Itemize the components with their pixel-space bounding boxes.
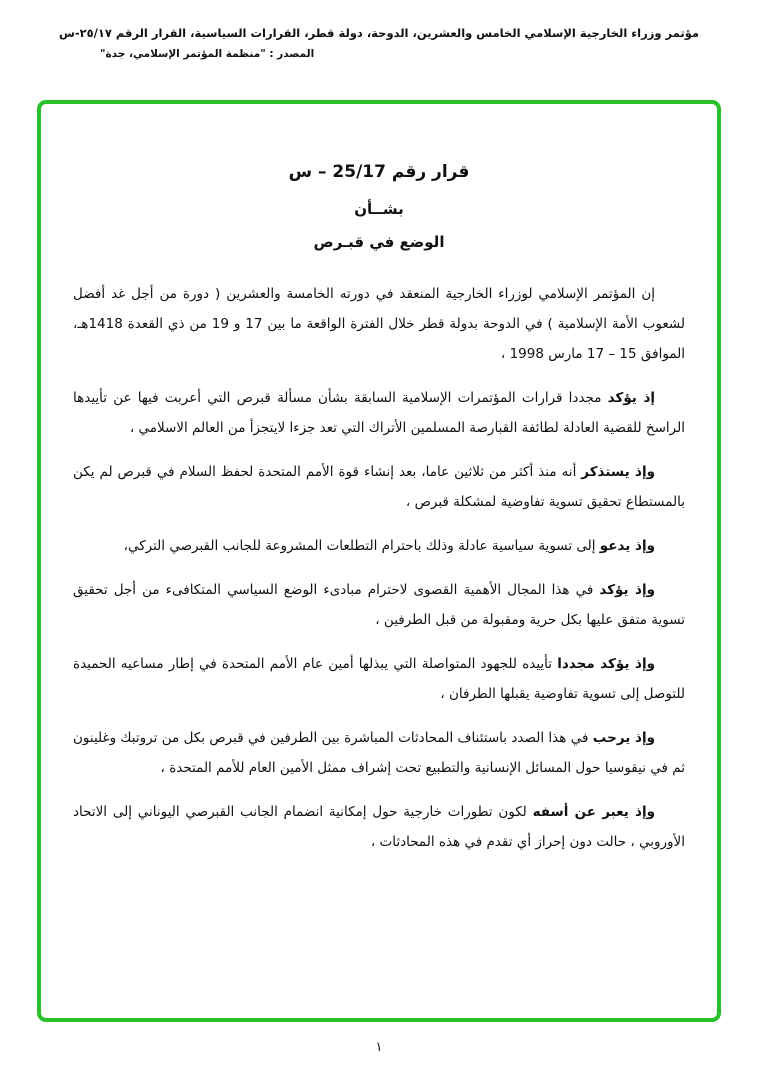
resolution-number-title: قرار رقم 25/17 – س [288, 162, 470, 182]
paragraph-clause [73, 383, 685, 443]
paragraph-text: في هذا المجال الأهمية القصوى لاحترام مبادىء الوضع السياسي المتكافىء من أجل تحقيق تسوية متفق عليها بكل حرية ومقبولة من قبل الطرفين ، [73, 582, 685, 628]
document-frame [37, 100, 721, 1022]
paragraph-text: إلى تسوية سياسية عادلة وذلك باحترام التطلعات المشروعة للجانب القبرصي التركي، [123, 538, 600, 554]
paragraph-lead: وإذ يعبر عن أسفه [532, 804, 655, 820]
paragraph-text: لكون تطورات خارجية حول إمكانية انضمام الجانب القبرصي اليوناني إلى الاتحاد الأوروبي ، حالت دون إحراز أي تقدم في هذه المحادثات ، [73, 804, 685, 850]
paragraph-text: مجددا قرارات المؤتمرات الإسلامية السابقة بشأن مسألة قبرص التي أعربت فيها عن تأييدها الراسخ للقضية العادلة لطائفة القبارصة المسلمين الأتراك التي تعد جزءا لايتجزأ من العالم الاسلامي ، [73, 390, 685, 436]
page-number: ١ [375, 1040, 383, 1055]
paragraph-clause [73, 457, 685, 517]
paragraph-text: أنه منذ أكثر من ثلاثين عاما، بعد إنشاء قوة الأمم المتحدة لحفظ السلام في قبرص لم يكن بالمستطاع تحقيق تسوية تفاوضية لمشكلة قبرص ، [73, 464, 685, 510]
paragraph-lead: وإذ يرحب [592, 730, 655, 746]
paragraph-clause [73, 575, 685, 635]
title-block [73, 162, 685, 251]
paragraph-text: تأييده للجهود المتواصلة التي يبذلها أمين عام الأمم المتحدة في إطار مساعيه الحميدة للتوصل إلى تسوية تفاوضية يقبلها الطرفان ، [73, 656, 685, 702]
paragraph-clause [73, 649, 685, 709]
paragraph-clause [73, 723, 685, 783]
paragraph-lead: وإذ يدعو [599, 538, 655, 554]
document-body [73, 279, 685, 857]
header-reference-line: مؤتمر وزراء الخارجية الإسلامي الخامس والعشرين، الدوحة، دولة قطر، القرارات السياسية، القرار الرقم ٢٥/١٧-س [58, 26, 700, 40]
paragraph-text: إن المؤتمر الإسلامي لوزراء الخارجية المنعقد في دورته الخامسة والعشرين ( دورة من أجل غد أفضل لشعوب الأمة الإسلامية ) في الدوحة بدولة قطر خلال الفترة الواقعة ما بين 17 و 19 من ذي القعدة 1418هـ، الموافق 15 – 17 مارس 1998 ، [73, 286, 686, 362]
paragraph-lead: وإذ يؤكد مجددا [557, 656, 655, 672]
title-subject: الوضع في قبـرص [313, 233, 445, 251]
header-source-line: المصدر : "منظمة المؤتمر الإسلامي، جدة" [100, 48, 315, 60]
paragraph-preamble [73, 279, 685, 369]
paragraph-clause [73, 531, 685, 561]
paragraph-lead: وإذ يؤكد [599, 582, 655, 598]
paragraph-clause [73, 797, 685, 857]
paragraph-lead: إذ يؤكد [607, 390, 656, 406]
paragraph-lead: وإذ يستذكر [581, 464, 655, 480]
document-header [0, 26, 758, 60]
paragraph-text: في هذا الصدد باستئناف المحادثات المباشرة بين الطرفين في قبرص بكل من تروتبك وغلينون ثم في نيقوسيا حول المسائل الإنسانية والتطبيع تحت إشراف ممثل الأمين العام للأمم المتحدة ، [73, 730, 685, 776]
title-regarding: بشــأن [354, 200, 404, 218]
